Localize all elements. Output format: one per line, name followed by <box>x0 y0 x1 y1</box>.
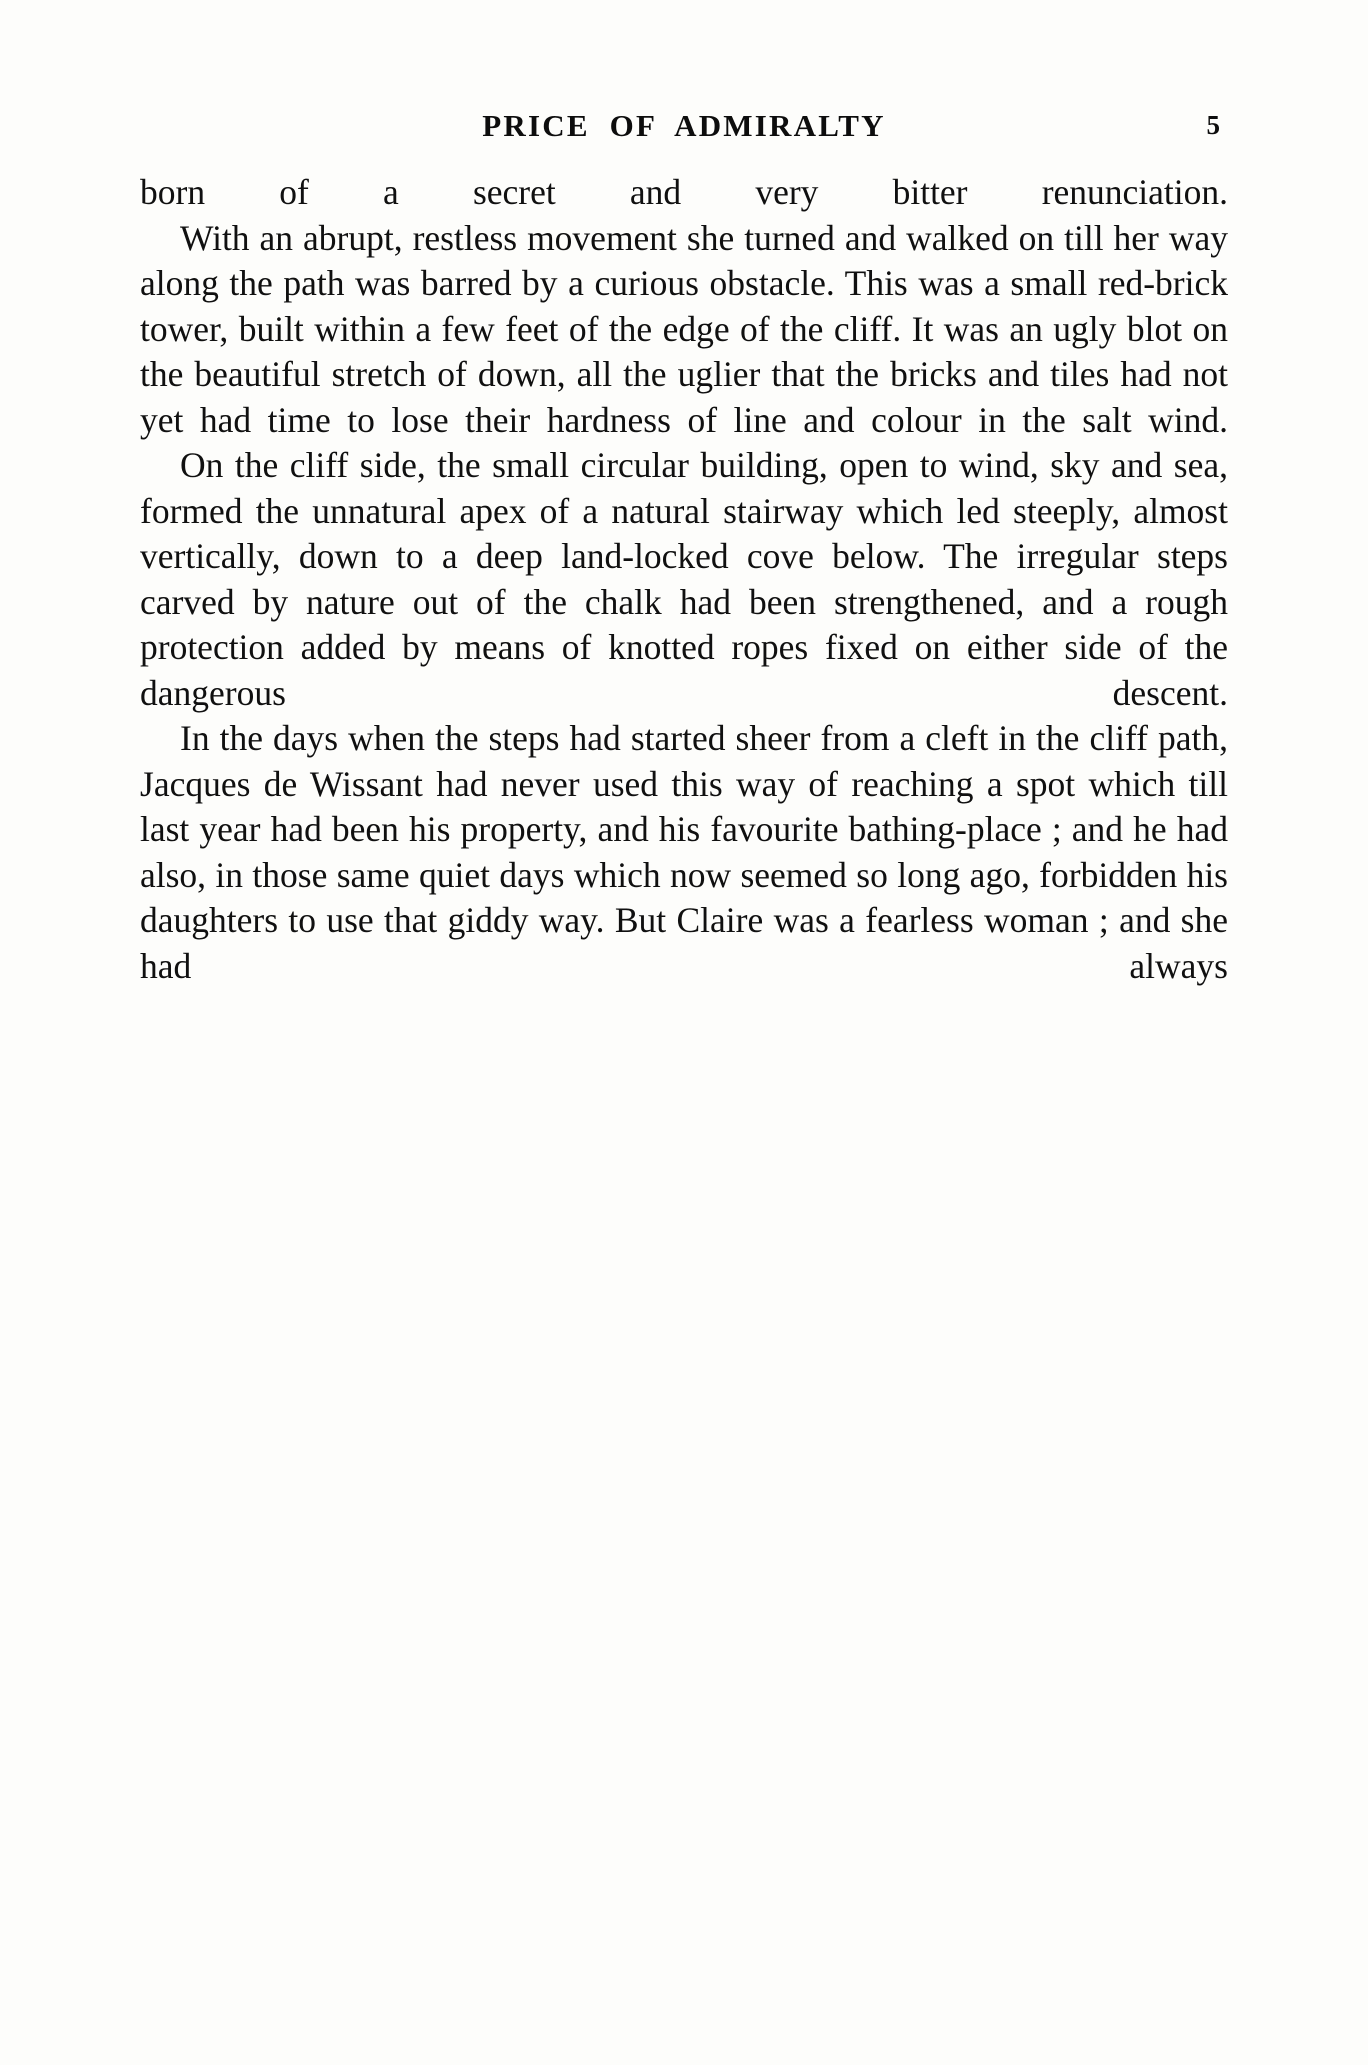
paragraph-2: With an abrupt, restless movement she turned and walked on till her way along the path was barred by a curious obstacle. This was a small red-brick tower, built within a few feet of the edge of the cliff. It was an ugly blot on the beautiful stretch of down, all the uglier that the bricks and tiles had not yet had time to lose their hardness of line and colour in the salt wind. <box>140 217 1228 440</box>
paragraph-4: In the days when the steps had started sheer from a cleft in the cliff path, Jacques de Wissant had never used this way of reaching a spot which till last year had been his property, and his favourite bathing-place ; and he had also, in those same quiet days which now seemed so long ago, forbidden his daughters to use that giddy way. But Claire was a fearless woman ; and she had always <box>140 718 1228 986</box>
page-number: 5 <box>1206 110 1220 140</box>
page-content <box>140 108 1228 989</box>
body-text <box>140 170 1228 989</box>
paragraph-3: On the cliff side, the small circular building, open to wind, sky and sea, formed the unnatural apex of a natural stairway which led steeply, almost vertically, down to a deep land-locked cove below. The irregular steps carved by nature out of the chalk had been strengthened, and a rough protection added by means of knotted ropes fixed on either side of the dangerous descent. <box>140 445 1228 713</box>
running-head <box>140 108 1228 162</box>
paragraph-1: born of a secret and very bitter renunciation. <box>140 172 1228 212</box>
running-title: PRICE OF ADMIRALTY <box>482 108 886 143</box>
